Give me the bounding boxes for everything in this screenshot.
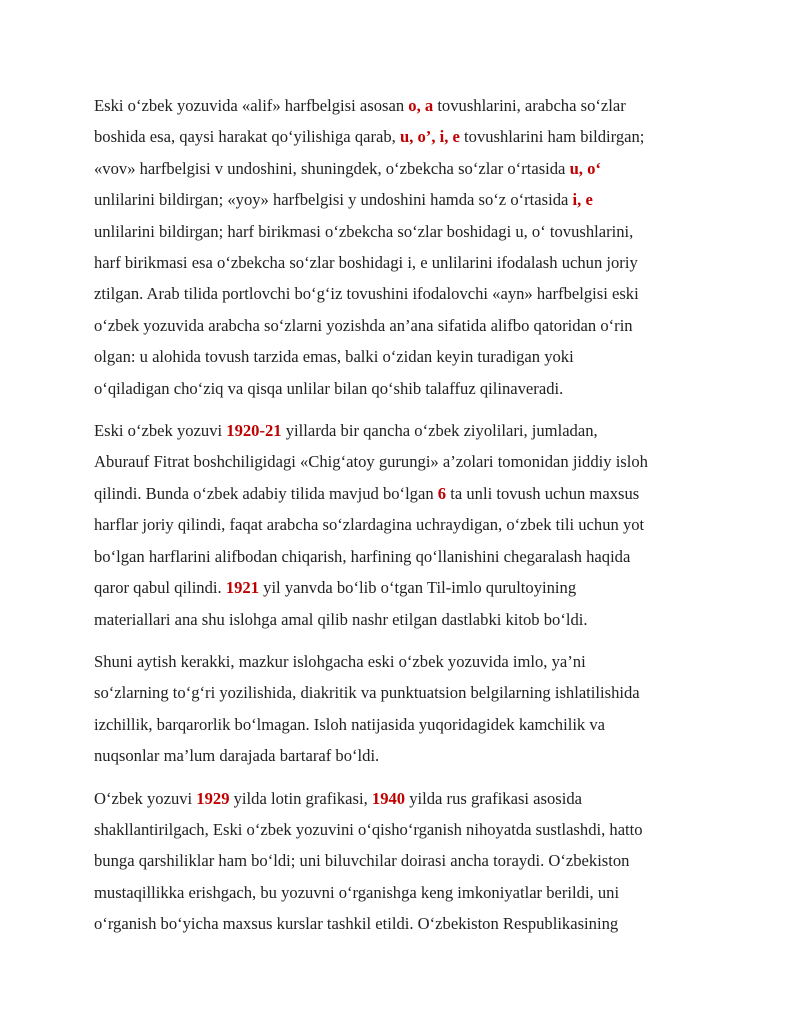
- text-line: [94, 814, 706, 845]
- text-run: izchillik, barqarorlik bo‘lmagan. Isloh natijasida yuqoridagidek kamchilik va: [94, 714, 606, 734]
- text-line: [94, 216, 706, 247]
- highlighted-term: i, e: [572, 190, 593, 210]
- text-line: [94, 677, 706, 708]
- paragraph-2: [94, 415, 706, 635]
- text-run: shakllantirilgach, Eski o‘zbek yozuvini o‘qisho‘rganish nihoyatda sustlashdi, hatto: [94, 819, 643, 839]
- text-run: ta unli tovush uchun maxsus: [446, 483, 640, 503]
- text-run: unlilarini bildirgan; harf birikmasi o‘zbekcha so‘zlar boshidagi u, o‘ tovushlarini,: [94, 221, 634, 241]
- text-line: [94, 541, 706, 572]
- highlighted-term: 1921: [225, 578, 259, 598]
- highlighted-term: 1920-21: [226, 421, 282, 441]
- text-line: [94, 877, 706, 908]
- paragraph-3: [94, 646, 706, 772]
- text-run: o‘rganish bo‘yicha maxsus kurslar tashkil etildi. O‘zbekiston Respublikasining: [94, 914, 619, 934]
- text-run: Shuni aytish kerakki, mazkur islohgacha eski o‘zbek yozuvida imlo, ya’ni: [94, 651, 586, 671]
- text-line: [94, 121, 706, 152]
- text-run: bo‘lgan harflarini alifbodan chiqarish, harfining qo‘llanishini chegaralash haqida: [94, 546, 631, 566]
- text-run: boshida esa, qaysi harakat qo‘yilishiga qarab,: [94, 127, 400, 147]
- text-line: [94, 509, 706, 540]
- text-line: [94, 604, 706, 635]
- document-page: [94, 90, 706, 951]
- text-run: so‘zlarning to‘g‘ri yozilishida, diakritik va punktuatsion belgilarning ishlatilishida: [94, 683, 640, 703]
- paragraph-4: [94, 783, 706, 940]
- text-line: [94, 908, 706, 939]
- text-run: mustaqillikka erishgach, bu yozuvni o‘rganishga keng imkoniyatlar berildi, uni: [94, 882, 620, 902]
- text-run: yillarda bir qancha o‘zbek ziyolilari, jumladan,: [281, 421, 598, 441]
- text-run: «vov» harfbelgisi v undoshini, shuningdek, o‘zbekcha so‘zlar o‘rtasida: [94, 158, 570, 178]
- text-line: [94, 310, 706, 341]
- paragraph-1: [94, 90, 706, 404]
- text-line: [94, 373, 706, 404]
- text-line: [94, 184, 706, 215]
- text-run: tovushlarini ham bildirgan;: [459, 127, 645, 147]
- highlighted-term: 6: [437, 483, 447, 503]
- highlighted-term: 1940: [371, 788, 406, 808]
- text-line: [94, 709, 706, 740]
- text-run: harflar joriy qilindi, faqat arabcha so‘zlardagina uchraydigan, o‘zbek tili uchun yot: [94, 515, 645, 535]
- text-run: o‘zbek yozuvida arabcha so‘zlarni yozishda an’ana sifatida alifbo qatoridan o‘rin: [94, 315, 633, 335]
- text-run: unlilarini bildirgan; «yoy» harfbelgisi y undoshini hamda so‘z o‘rtasida: [94, 190, 573, 210]
- text-run: materiallari ana shu islohga amal qilib nashr etilgan dastlabki kitob bo‘ldi.: [94, 609, 588, 629]
- text-run: Eski o‘zbek yozuvi: [94, 421, 227, 441]
- highlighted-term: u, o‘: [569, 158, 601, 178]
- text-line: [94, 90, 706, 121]
- text-line: [94, 740, 706, 771]
- highlighted-term: o, a: [408, 96, 434, 115]
- text-run: olgan: u alohida tovush tarzida emas, balki o‘zidan keyin turadigan yoki: [94, 347, 574, 367]
- text-run: bunga qarshiliklar ham bo‘ldi; uni biluvchilar doirasi ancha toraydi. O‘zbekiston: [94, 851, 630, 871]
- text-line: [94, 341, 706, 372]
- text-line: [94, 783, 706, 814]
- text-line: [94, 446, 706, 477]
- text-line: [94, 478, 706, 509]
- text-run: Eski o‘zbek yozuvida «alif» harfbelgisi asosan: [94, 96, 409, 115]
- text-line: [94, 278, 706, 309]
- highlighted-term: u, o’, i, e: [399, 127, 460, 147]
- text-run: yilda lotin grafikasi,: [229, 788, 372, 808]
- text-run: o‘qiladigan cho‘ziq va qisqa unlilar bilan qo‘shib talaffuz qilinaveradi.: [94, 378, 564, 398]
- text-line: [94, 646, 706, 677]
- text-run: qaror qabul qilindi.: [94, 578, 226, 598]
- text-run: qilindi. Bunda o‘zbek adabiy tilida mavjud bo‘lgan: [94, 483, 438, 503]
- text-line: [94, 845, 706, 876]
- text-run: Aburauf Fitrat boshchiligidagi «Chig‘atoy gurungi» a’zolari tomonidan jiddiy isloh: [94, 452, 648, 472]
- highlighted-term: 1929: [196, 788, 230, 808]
- text-run: yilda rus grafikasi asosida: [405, 788, 583, 808]
- text-line: [94, 247, 706, 278]
- text-run: tovushlarini, arabcha so‘zlar: [433, 96, 626, 115]
- text-run: O‘zbek yozuvi: [94, 788, 197, 808]
- text-line: [94, 415, 706, 446]
- text-run: ztilgan. Arab tilida portlovchi bo‘g‘iz tovushini ifodalovchi «ayn» harfbelgisi eski: [94, 284, 639, 304]
- text-run: harf birikmasi esa o‘zbekcha so‘zlar boshidagi i, e unlilarini ifodalash uchun joriy: [94, 253, 638, 273]
- text-run: nuqsonlar ma’lum darajada bartaraf bo‘ldi.: [94, 746, 380, 766]
- text-line: [94, 153, 706, 184]
- text-line: [94, 572, 706, 603]
- text-run: yil yanvda bo‘lib o‘tgan Til-imlo qurultoyining: [259, 578, 577, 598]
